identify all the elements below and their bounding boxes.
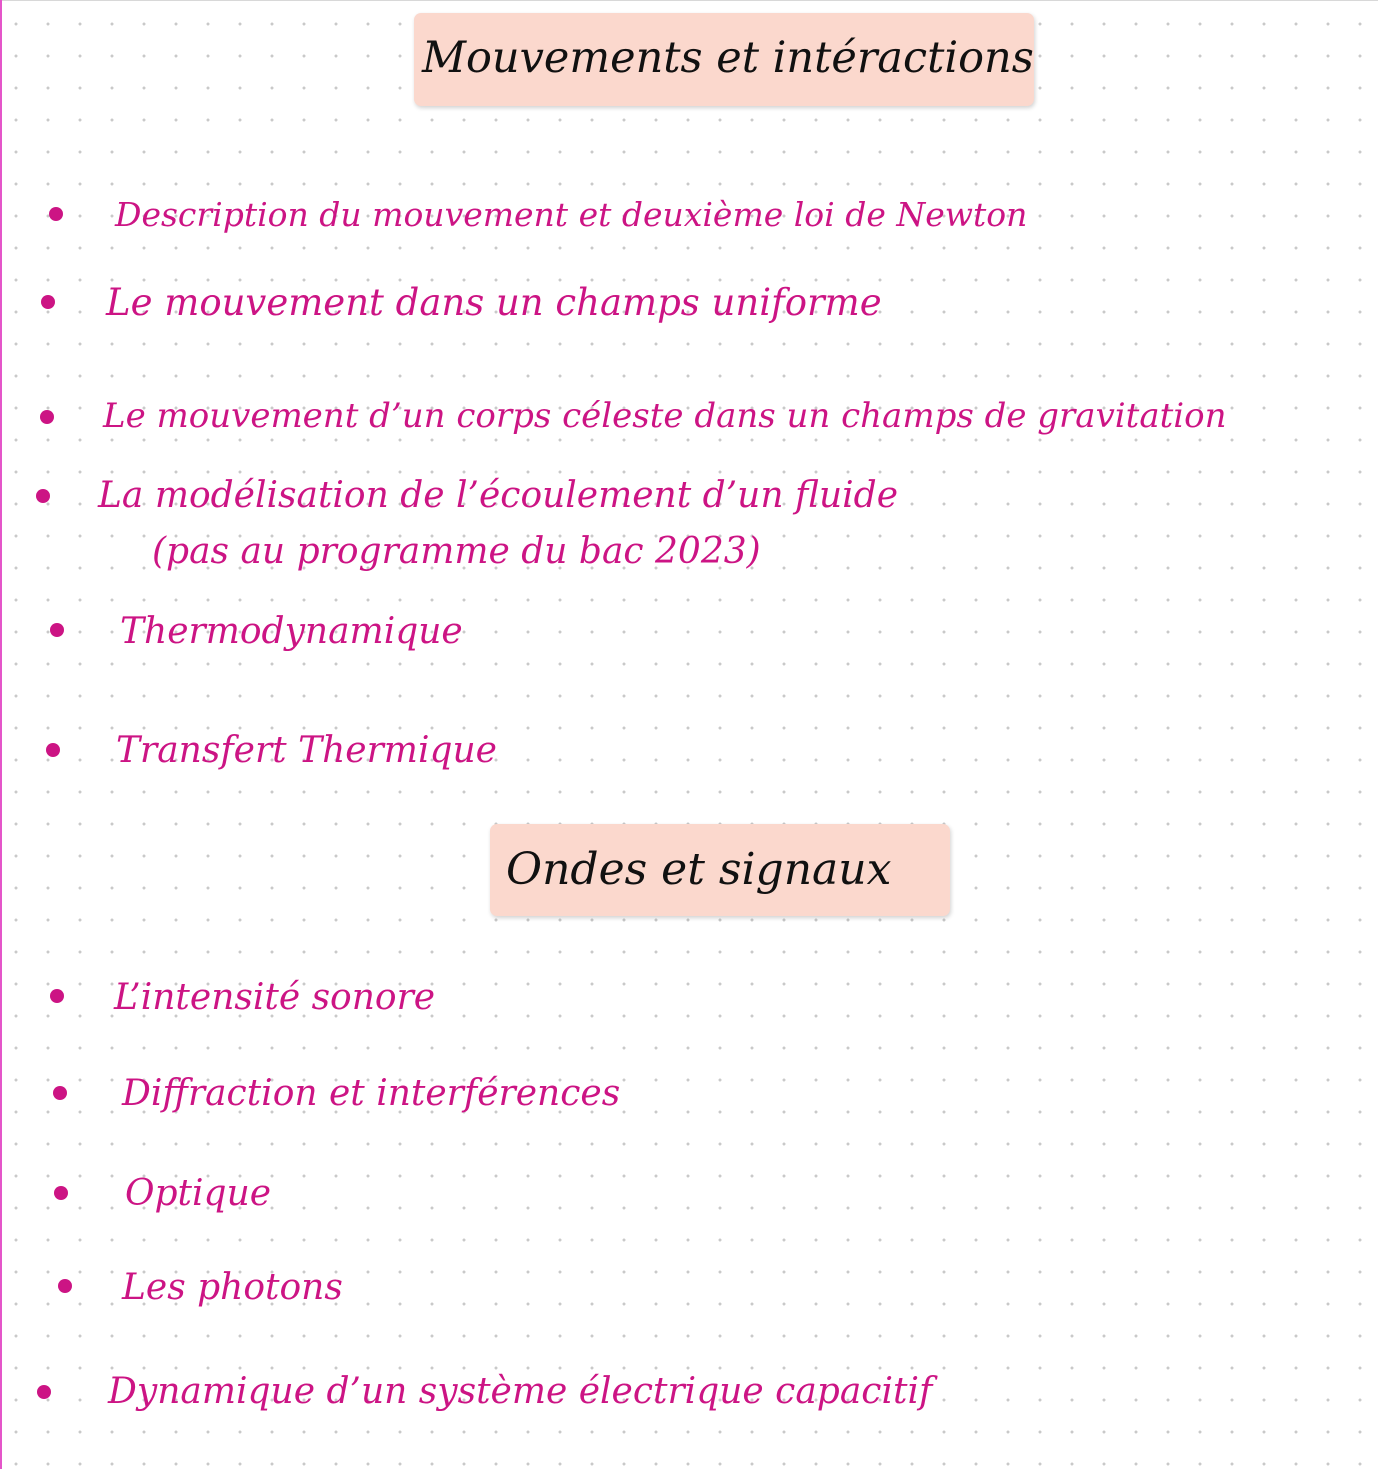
list-item-transfert-thermique: Transfert Thermique	[116, 730, 497, 771]
left-margin-line	[0, 0, 2, 1469]
bullet-icon	[37, 1385, 51, 1399]
bullet-icon	[40, 410, 54, 424]
bullet-icon	[53, 1086, 67, 1100]
list-item-note-programme: (pas au programme du bac 2023)	[152, 531, 761, 572]
page-top-edge	[0, 0, 1378, 1]
list-item-optique: Optique	[125, 1173, 272, 1214]
bullet-icon	[58, 1279, 72, 1293]
list-item-ecoulement-fluide: La modélisation de l’écoulement d’un fluide	[98, 475, 899, 516]
list-item-corps-celeste: Le mouvement d’un corps céleste dans un champs de gravitation	[103, 396, 1227, 436]
bullet-icon	[50, 623, 64, 637]
list-item-intensite-sonore: L’intensité sonore	[114, 977, 436, 1018]
list-item-diffraction: Diffraction et interférences	[122, 1073, 621, 1114]
bullet-icon	[36, 489, 50, 503]
list-item-description-mouvement: Description du mouvement et deuxième loi de Newton	[115, 195, 1028, 234]
bullet-icon	[49, 207, 63, 221]
bullet-icon	[46, 743, 60, 757]
bullet-icon	[50, 989, 64, 1003]
list-item-mouvement-champ-uniforme: Le mouvement dans un champs uniforme	[106, 281, 882, 324]
list-item-thermodynamique: Thermodynamique	[120, 611, 463, 652]
list-item-photons: Les photons	[122, 1267, 343, 1308]
bullet-icon	[41, 295, 55, 309]
section-header-ondes-signaux: Ondes et signaux	[490, 824, 950, 916]
section-header-mouvements: Mouvements et intéractions	[414, 13, 1034, 106]
list-item-systeme-capacitif: Dynamique d’un système électrique capacitif	[108, 1371, 933, 1412]
bullet-icon	[54, 1186, 68, 1200]
